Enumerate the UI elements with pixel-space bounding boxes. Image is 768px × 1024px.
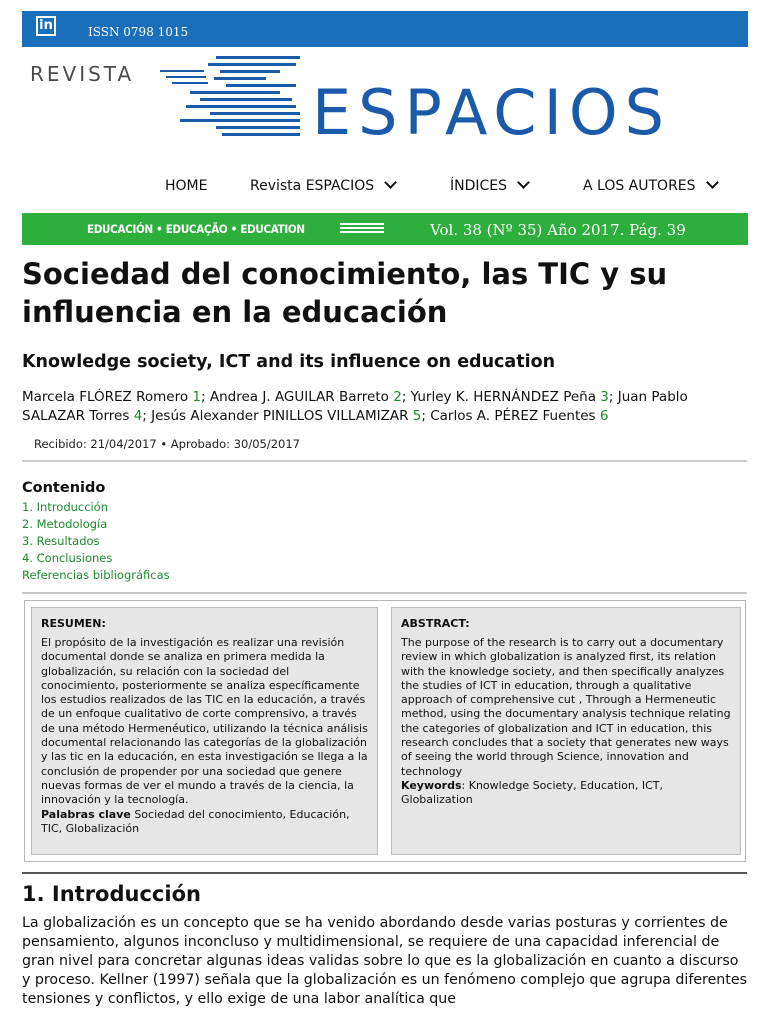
abstract-panel (391, 607, 741, 855)
nav-home-label: HOME (165, 178, 208, 194)
article-subtitle: Knowledge society, ICT and its influence on education (22, 352, 556, 372)
author-ref-link[interactable]: 6 (599, 408, 609, 424)
nav-a-los-autores[interactable] (583, 178, 717, 194)
toc-link-conclusiones[interactable]: 4. Conclusiones (22, 551, 113, 565)
nav-autores-label: A LOS AUTORES (583, 178, 696, 194)
resumen-text (41, 636, 368, 836)
resumen-keywords-label: Palabras clave (41, 807, 131, 821)
nav-revista-espacios[interactable] (250, 178, 395, 194)
author-ref-link[interactable]: 1 (192, 389, 201, 405)
divider (22, 460, 747, 462)
section-languages: EDUCACIÓN • EDUCAÇÃO • EDUCATION (87, 222, 305, 236)
logo-revista-text: REVISTA (30, 62, 135, 86)
intro-heading: 1. Introducción (22, 882, 201, 906)
nav-indices[interactable] (450, 178, 528, 194)
author-name: Marcela FLÓREZ Romero (22, 389, 189, 405)
abstract-body: The purpose of the research is to carry out a documentary review in which globalization is analyzed first, its relation with the knowledge society, and then specifically analyzes the studies of ICT in education, through a qualitative approach of comprehensive cut , Through a Hermeneutic method, using the documentary analysis technique relating the categories of globalization and ICT in education, this research concludes that a society that generates new ways of seeing the world through Science, innovation and technology (401, 636, 731, 778)
author-name: Jesús Alexander PINILLOS VILLAMIZAR (151, 408, 409, 424)
author-name: Juan Pablo SALAZAR Torres (22, 389, 688, 424)
author-ref-link[interactable]: 3 (600, 389, 609, 405)
chevron-down-icon (706, 176, 719, 189)
toc-link-referencias[interactable]: Referencias bibliográficas (22, 568, 170, 582)
abstract-keywords: : Knowledge Society, Education, ICT, Globalization (401, 778, 663, 807)
author-list: Marcela FLÓREZ Romero 1; Andrea J. AGUILAR Barreto 2; Yurley K. HERNÁNDEZ Peña 3; Juan Pablo SALAZAR Torres 4; Jesús Alexander PINILLOS VILLAMIZAR 5; Carlos A. PÉREZ Fuentes 6 (22, 389, 688, 424)
resumen-heading: RESUMEN: (41, 617, 106, 630)
top-bar (22, 11, 748, 47)
abstract-heading: ABSTRACT: (401, 617, 470, 630)
abstract-text (401, 636, 731, 808)
author-ref-link[interactable]: 4 (133, 408, 143, 424)
revista-espacios-logo[interactable] (28, 54, 748, 149)
author-name: Yurley K. HERNÁNDEZ Peña (410, 389, 596, 405)
table-of-contents (22, 480, 170, 584)
author-name: Andrea J. AGUILAR Barreto (209, 389, 389, 405)
intro-paragraph: La globalización es un concepto que se ha venido abordando desde varias posturas y corrientes de pensamiento, algunos inconcluso y multidimensional, se requiere de una capacidad inferencial de gran nivel para concretar algunas ideas validas sobre lo que es la globalización en cuanto a discurso y proceso. Kellner (1997) señala que la globalización es un fenómeno complejo que agrupa diferentes tensiones y conflictos, y ello exige de una labor analítica que (22, 915, 747, 1007)
contents-heading: Contenido (22, 480, 106, 496)
resumen-body: El propósito de la investigación es realizar una revisión documental donde se analiza en primera medida la globalización, su relación con la sociedad del conocimiento, posteriormente se analiza específicamente los estudios realizados de las TIC en la educación, a través de un enfoque cualitativo de corte comprensivo, a través de una método Hermenéutico, utilizando la técnica análisis documental relacionando las categorías de la globalización y las tic en la educación, en esta investigación se llega a la conclusión de propender por una sociedad que genere nuevas formas de ver el mundo a través de la ciencia, la innovación y la tecnología. (41, 636, 368, 807)
divider (22, 872, 747, 874)
main-nav (0, 178, 768, 198)
toc-link-metodologia[interactable]: 2. Metodología (22, 517, 108, 531)
section-lines-icon (340, 223, 384, 237)
author-name: Carlos A. PÉREZ Fuentes (430, 408, 596, 424)
author-ref-link[interactable]: 2 (393, 389, 402, 405)
linkedin-icon[interactable]: in (36, 16, 56, 36)
section-bar (22, 213, 748, 245)
nav-home[interactable] (165, 178, 207, 194)
chevron-down-icon (384, 176, 397, 189)
divider (22, 592, 747, 594)
author-ref-link[interactable]: 5 (412, 408, 422, 424)
resumen-keywords: Sociedad del conocimiento, Educación, TIC, Globalización (41, 807, 350, 835)
article-title: Sociedad del conocimiento, las TIC y su influencia en la educación (22, 257, 668, 329)
logo-speed-lines-icon (160, 54, 310, 146)
abstract-keywords-label: Keywords (401, 778, 462, 792)
logo-espacios-text: ESPACIOS (312, 76, 672, 149)
issn-label: ISSN 0798 1015 (88, 25, 189, 39)
article-dates: Recibido: 21/04/2017 • Aprobado: 30/05/2017 (34, 437, 300, 451)
toc-link-introduccion[interactable]: 1. Introducción (22, 500, 109, 514)
abstract-box (24, 600, 746, 862)
toc-link-resultados[interactable]: 3. Resultados (22, 534, 100, 548)
volume-info: Vol. 38 (Nº 35) Año 2017. Pág. 39 (430, 221, 686, 239)
chevron-down-icon (517, 176, 530, 189)
resumen-panel (31, 607, 378, 855)
nav-indices-label: ÍNDICES (450, 178, 508, 194)
nav-revista-label: Revista ESPACIOS (250, 178, 375, 194)
